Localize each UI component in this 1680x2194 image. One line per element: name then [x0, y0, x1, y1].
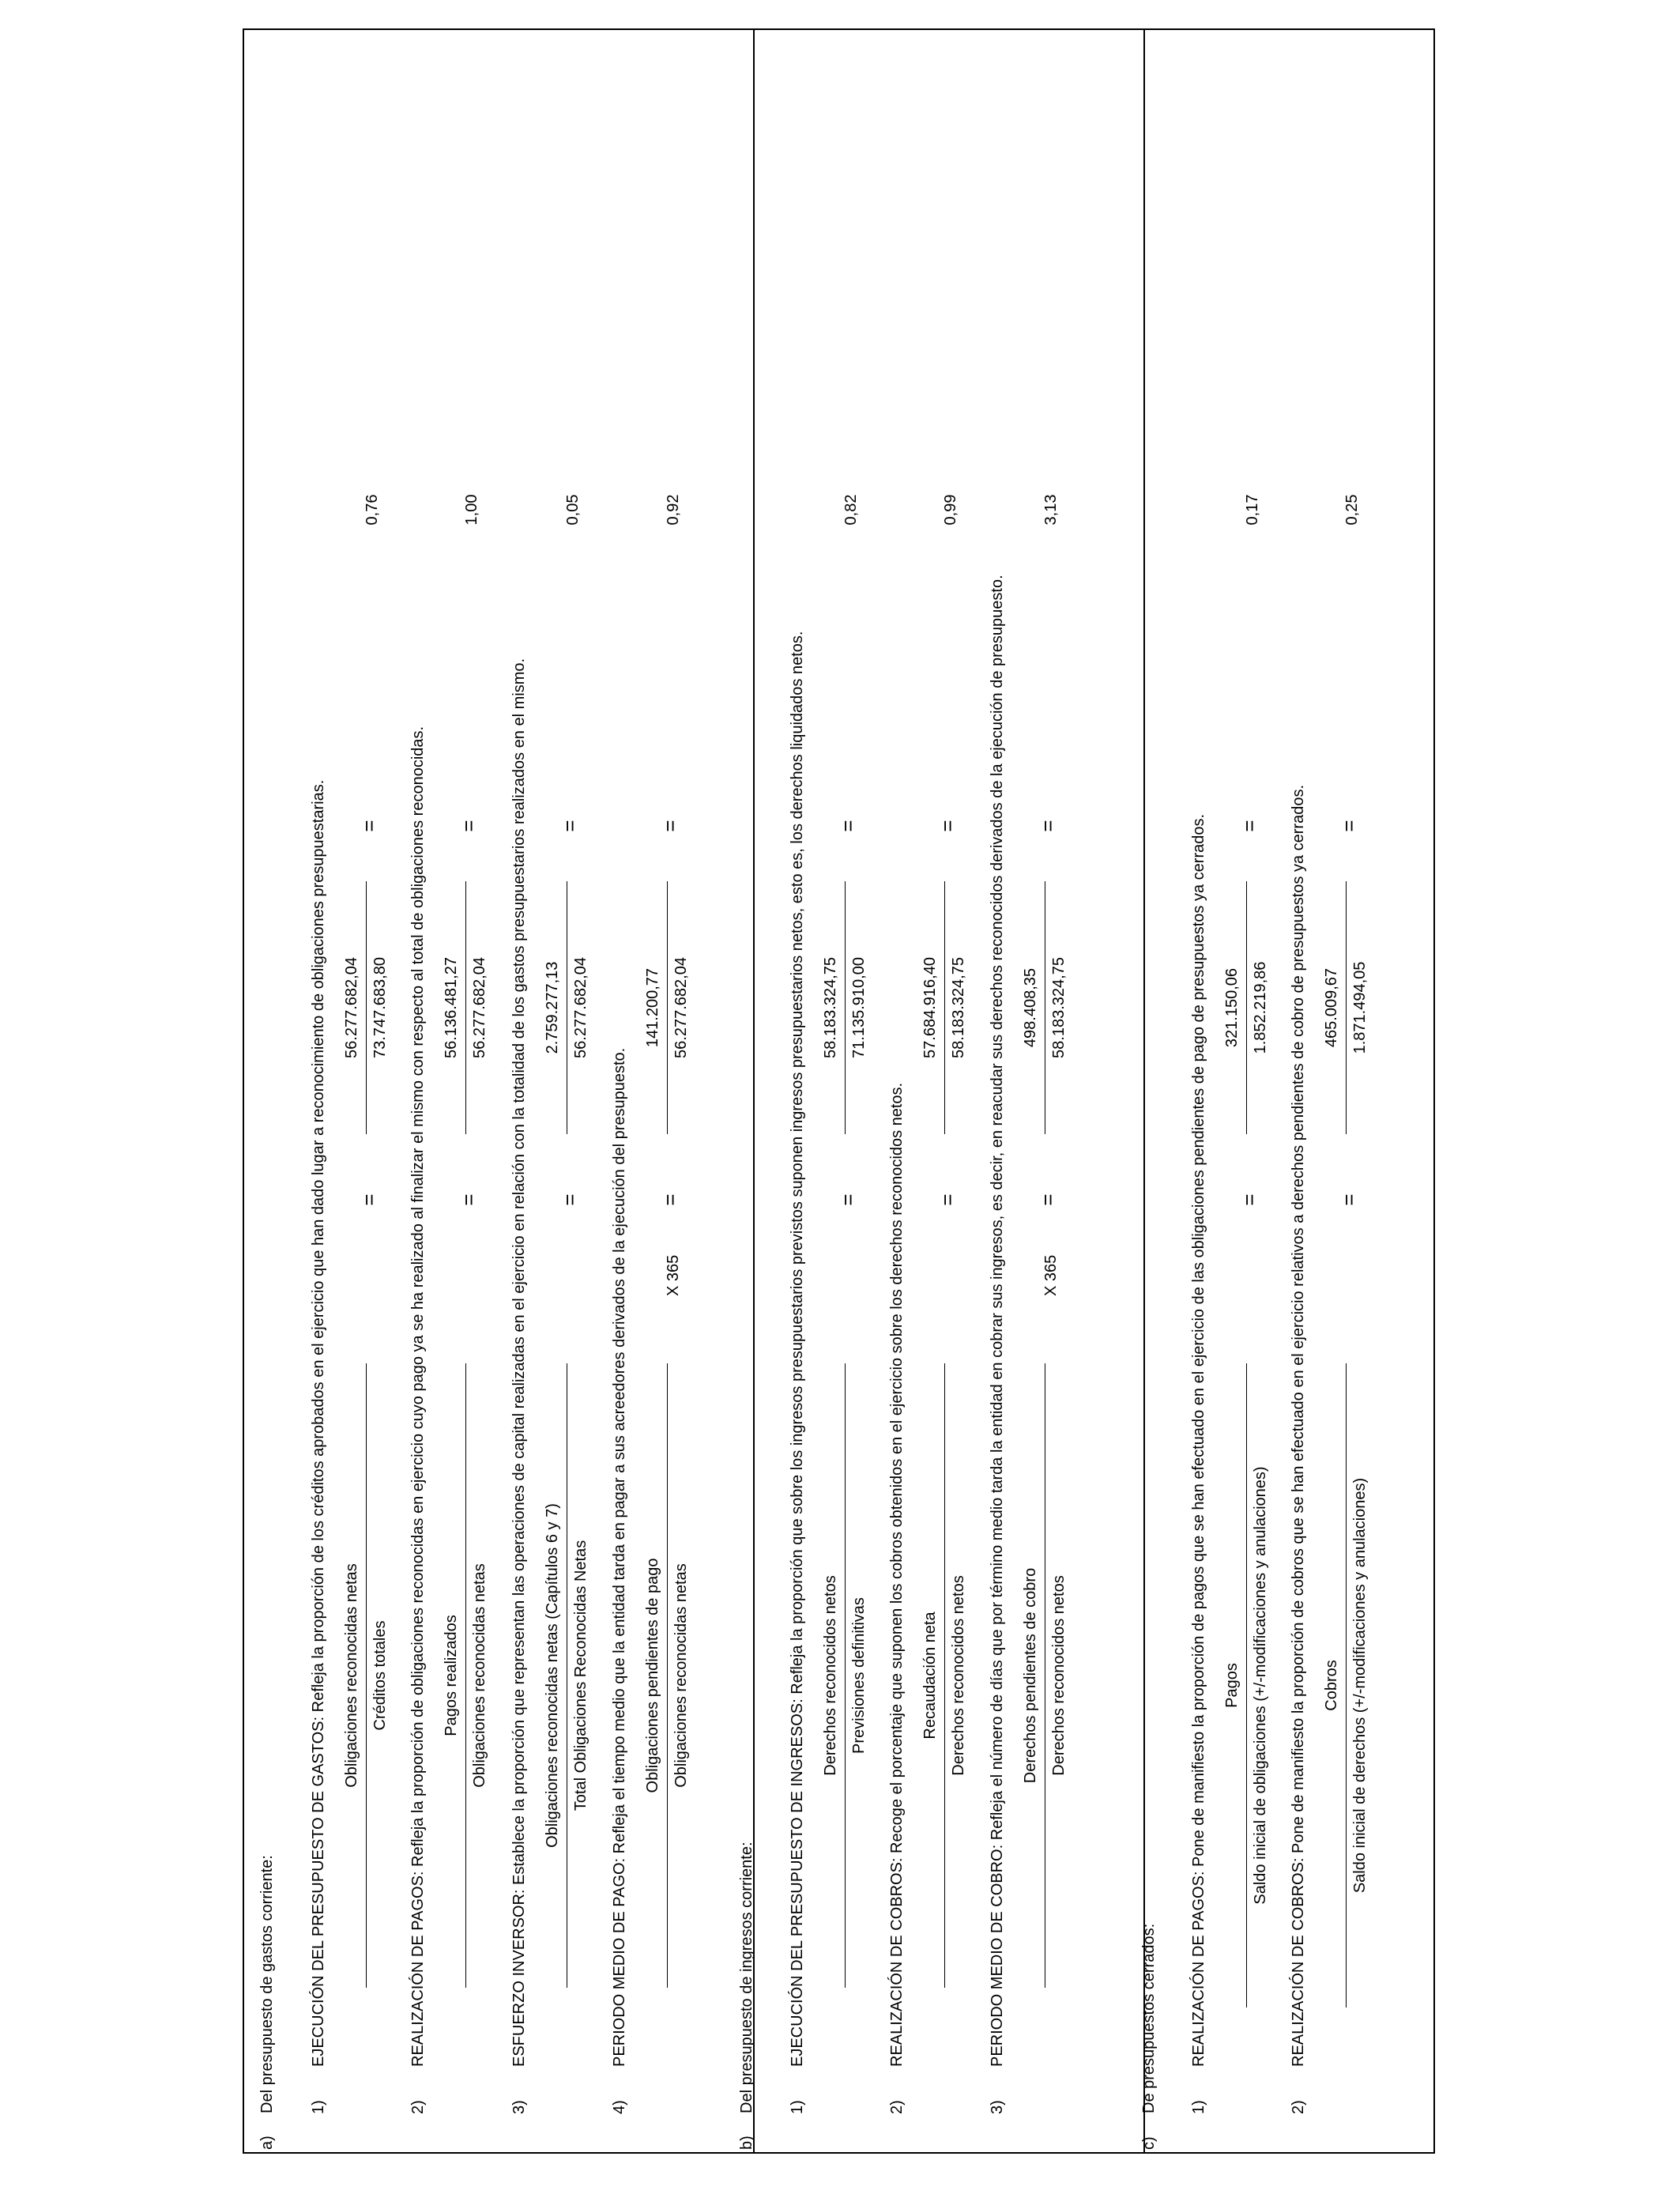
indicator-number: 3) — [510, 2100, 528, 2114]
equals-sign: = — [1337, 1193, 1361, 1206]
indicator-result: 0,92 — [665, 494, 682, 526]
fraction-bar — [366, 1363, 367, 1988]
fraction-bar — [465, 881, 466, 1134]
equals-sign: = — [1337, 820, 1361, 832]
numerator-label: Pagos realizados — [443, 1615, 460, 1736]
section-letter: b) — [738, 2136, 755, 2150]
indicators-sheet — [243, 28, 1435, 2154]
equals-sign: = — [658, 1193, 682, 1206]
indicator-result: 3,13 — [1042, 494, 1060, 526]
indicator-result: 0,82 — [842, 494, 860, 526]
fraction-bar — [1346, 881, 1347, 1134]
indicator-heading: EJECUCIÓN DEL PRESUPUESTO DE GASTOS: Refleja la proporción de los créditos aprobados en el ejercicio que han dado lugar a reconocimiento de obligaciones presupuestarias. — [310, 779, 327, 2067]
indicator-number: 2) — [1290, 2100, 1307, 2114]
indicator-heading: REALIZACIÓN DE PAGOS: Pone de manifiesto la proporción de pagos que se han efectuado en el ejercicio de las obligaciones pendientes de pago de presupuestos ya cerrados. — [1190, 813, 1207, 2067]
denominator-value: 73.747.683,80 — [371, 957, 389, 1058]
indicator-heading: REALIZACIÓN DE COBROS: Pone de manifiesto la proporción de cobros que se han efectuado en el ejercicio relativos a derechos pendientes de cobro de presupuestos ya cerrados. — [1290, 784, 1307, 2067]
indicator-number: 3) — [989, 2100, 1006, 2114]
numerator-label: Pagos — [1223, 1663, 1241, 1708]
denominator-label: Derechos reconocidos netos — [1050, 1575, 1068, 1776]
multiplier: X 365 — [665, 1254, 682, 1296]
fraction-bar — [944, 881, 945, 1134]
denominator-value: 56.277.682,04 — [471, 957, 488, 1058]
indicator-number: 2) — [888, 2100, 906, 2114]
fraction-bar — [944, 1363, 945, 1988]
equals-sign: = — [936, 820, 959, 832]
equals-sign: = — [658, 820, 682, 832]
indicator-number: 2) — [409, 2100, 427, 2114]
numerator-label: Obligaciones reconocidas netas (Capítulos 6 y 7) — [544, 1503, 561, 1848]
fraction-bar — [366, 881, 367, 1134]
fraction-bar — [845, 1363, 846, 1988]
indicator-result: 1,00 — [463, 494, 480, 526]
equals-sign: = — [558, 820, 582, 832]
equals-sign: = — [457, 1193, 480, 1206]
indicator-heading: EJECUCIÓN DEL PRESUPUESTO DE INGRESOS: Refleja la proporción que sobre los ingresos presupuestarios previstos suponen ingresos presupuestarios netos, esto es, los derechos liquidados netos. — [789, 631, 806, 2067]
fraction-bar — [845, 881, 846, 1134]
section-letter: c) — [1140, 2136, 1158, 2150]
equals-sign: = — [836, 820, 860, 832]
denominator-label: Total Obligaciones Reconocidas Netas — [572, 1540, 590, 1811]
indicator-number: 1) — [310, 2100, 327, 2114]
equals-sign: = — [457, 820, 480, 832]
fraction-bar — [1246, 881, 1247, 1134]
indicator-heading: PERIODO MEDIO DE PAGO: Refleja el tiempo medio que la entidad tarda en pagar a sus acreedores derivados de la ejecución del presupuesto. — [611, 1047, 628, 2067]
denominator-label: Créditos totales — [371, 1620, 389, 1731]
equals-sign: = — [558, 1193, 582, 1206]
indicator-heading: PERIODO MEDIO DE COBRO: Refleja el número de días que por término medio tarda la entidad en cobrar sus ingresos, es decir, en reacudar sus derechos reconocidos derivados de la ejecución de presupuesto. — [989, 575, 1006, 2067]
denominator-label: Derechos reconocidos netos — [950, 1575, 967, 1776]
numerator-value: 57.684.916,40 — [921, 957, 939, 1058]
denominator-value: 1.871.494,05 — [1351, 961, 1369, 1054]
section-title: Del presupuesto de ingresos corriente: — [738, 1842, 755, 2113]
numerator-value: 321.150,06 — [1223, 967, 1241, 1048]
section-title: De presupuestos cerrados: — [1140, 1923, 1158, 2113]
numerator-label: Recaudación neta — [921, 1612, 939, 1740]
equals-sign: = — [1237, 1193, 1261, 1206]
numerator-value: 141.200,77 — [644, 967, 661, 1048]
numerator-value: 56.277.682,04 — [343, 957, 360, 1058]
indicator-heading: ESFUERZO INVERSOR: Establece la proporción que representan las operaciones de capital realizadas en el ejercicio en relación con la totalidad de los gastos presupuestarios realizados en el mismo. — [510, 658, 528, 2067]
equals-sign: = — [357, 1193, 381, 1206]
numerator-value: 465.009,67 — [1323, 967, 1340, 1048]
section-title: Del presupuesto de gastos corriente: — [258, 1855, 276, 2113]
numerator-label: Derechos reconocidos netos — [822, 1575, 839, 1776]
indicator-heading: REALIZACIÓN DE COBROS: Recoge el porcentaje que suponen los cobros obtenidos en el ejercicio sobre los derechos reconocidos netos. — [888, 1082, 906, 2067]
equals-sign: = — [1036, 820, 1060, 832]
indicator-number: 4) — [611, 2100, 628, 2114]
numerator-value: 56.136.481,27 — [443, 957, 460, 1058]
multiplier: X 365 — [1042, 1254, 1060, 1296]
equals-sign: = — [357, 820, 381, 832]
fraction-bar — [667, 1363, 668, 1988]
denominator-label: Obligaciones reconocidas netas — [471, 1563, 488, 1788]
denominator-value: 71.135.910,00 — [850, 957, 868, 1058]
denominator-label: Obligaciones reconocidas netas — [672, 1563, 690, 1788]
denominator-value: 56.277.682,04 — [672, 957, 690, 1058]
numerator-label: Obligaciones pendientes de pago — [644, 1558, 661, 1793]
equals-sign: = — [936, 1193, 959, 1206]
indicator-result: 0,05 — [564, 494, 582, 526]
denominator-value: 1.852.219,86 — [1252, 961, 1269, 1054]
denominator-value: 56.277.682,04 — [572, 957, 590, 1058]
equals-sign: = — [1036, 1193, 1060, 1206]
indicator-result: 0,25 — [1343, 494, 1361, 526]
indicator-result: 0,17 — [1244, 494, 1261, 526]
section-letter: a) — [258, 2136, 276, 2150]
fraction-bar — [667, 881, 668, 1134]
indicator-result: 0,76 — [363, 494, 381, 526]
numerator-label: Cobros — [1323, 1660, 1340, 1711]
fraction-bar — [1346, 1363, 1347, 2007]
numerator-label: Obligaciones reconocidas netas — [343, 1563, 360, 1788]
denominator-label: Previsiones definitivas — [850, 1597, 868, 1754]
indicator-number: 1) — [1190, 2100, 1207, 2114]
numerator-value: 498.408,35 — [1022, 967, 1039, 1048]
denominator-label: Saldo inicial de obligaciones (+/-modificaciones y anulaciones) — [1252, 1466, 1269, 1905]
denominator-label: Saldo inicial de derechos (+/-modificaciones y anulaciones) — [1351, 1477, 1369, 1894]
denominator-value: 58.183.324,75 — [1050, 957, 1068, 1058]
fraction-bar — [1246, 1363, 1247, 2007]
fraction-bar — [465, 1363, 466, 1988]
equals-sign: = — [836, 1193, 860, 1206]
indicator-result: 0,99 — [942, 494, 959, 526]
numerator-label: Derechos pendientes de cobro — [1022, 1567, 1039, 1784]
indicator-heading: REALIZACIÓN DE PAGOS: Refleja la proporción de obligaciones reconocidas en ejercicio cuyo pago ya se ha realizado al finalizar el mismo con respecto al total de obligaciones reconocidas. — [409, 726, 427, 2067]
equals-sign: = — [1237, 820, 1261, 832]
indicator-number: 1) — [789, 2100, 806, 2114]
numerator-value: 58.183.324,75 — [822, 957, 839, 1058]
denominator-value: 58.183.324,75 — [950, 957, 967, 1058]
numerator-value: 2.759.277,13 — [544, 961, 561, 1054]
